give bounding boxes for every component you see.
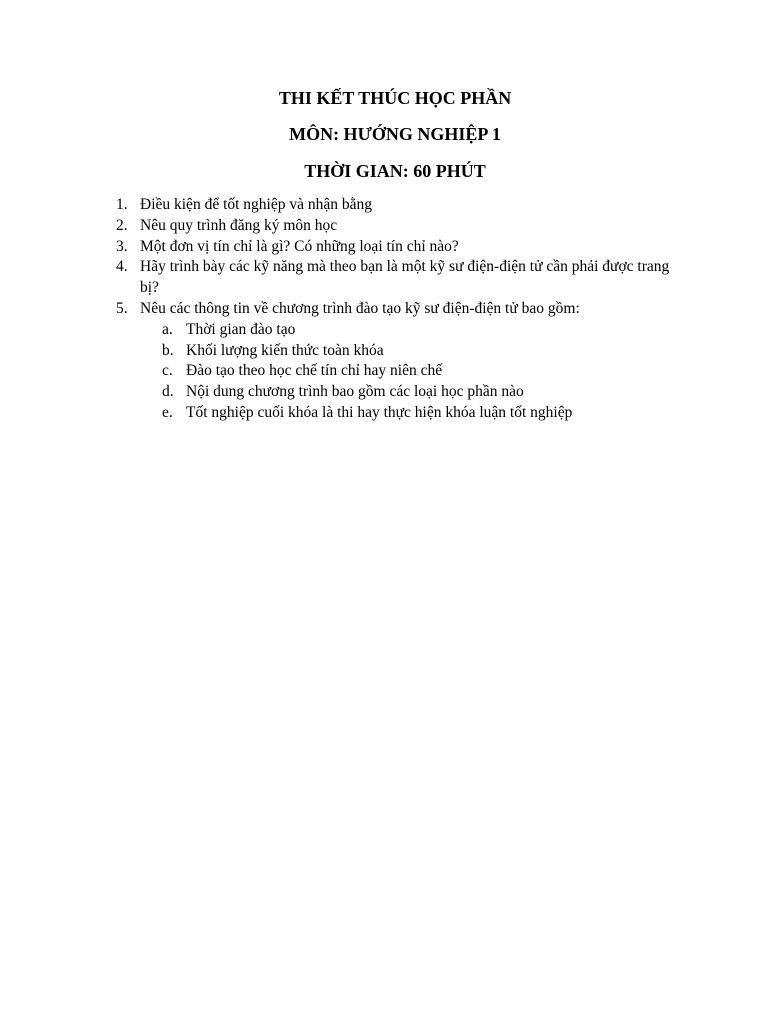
exam-title: THI KẾT THÚC HỌC PHẦN [278, 88, 512, 108]
question-text: Nêu quy trình đăng ký môn học [140, 216, 338, 234]
sub-item-letter: b. [162, 341, 174, 359]
question-text: Hãy trình bày các kỹ năng mà theo bạn là một kỹ sư điện-điện tử cần phải được trang bị? [140, 258, 670, 297]
sub-item-text: Thời gian đào tạo [186, 320, 296, 338]
sub-item [110, 361, 690, 382]
sub-item-letter: d. [162, 383, 174, 401]
sub-item-text: Nội dung chương trình bao gồm các loại học phần nào [186, 383, 524, 401]
question-number: 2. [116, 216, 128, 234]
question-text: Điều kiện để tốt nghiệp và nhận bằng [140, 196, 373, 213]
question-number: 3. [116, 237, 128, 255]
question-item [110, 299, 690, 320]
question-list [110, 195, 690, 424]
sub-item-letter: e. [162, 403, 173, 421]
exam-subject: MÔN: HƯỚNG NGHIỆP 1 [289, 124, 501, 144]
question-number: 4. [116, 258, 128, 276]
sub-item-letter: a. [162, 320, 173, 338]
sub-item-text: Khối lượng kiến thức toàn khóa [186, 341, 384, 359]
sub-item [110, 382, 690, 403]
question-text: Một đơn vị tín chỉ là gì? Có những loại tín chỉ nào? [140, 237, 459, 255]
sub-item [110, 320, 690, 341]
question-item [110, 195, 690, 216]
question-number: 1. [116, 196, 128, 213]
question-text: Nêu các thông tin về chương trình đào tạo kỹ sư điện-điện tử bao gồm: [140, 299, 580, 317]
exam-duration: THỜI GIAN: 60 PHÚT [304, 161, 486, 181]
question-number: 5. [116, 299, 128, 317]
sub-item [110, 341, 690, 362]
question-item [110, 216, 690, 237]
sub-item-text: Đào tạo theo học chế tín chỉ hay niên chế [186, 362, 443, 380]
sub-item [110, 403, 690, 424]
sub-item-letter: c. [162, 362, 173, 380]
question-item [110, 237, 690, 258]
sub-item-text: Tốt nghiệp cuối khóa là thi hay thực hiện khóa luận tốt nghiệp [186, 403, 573, 421]
question-item [110, 257, 690, 299]
